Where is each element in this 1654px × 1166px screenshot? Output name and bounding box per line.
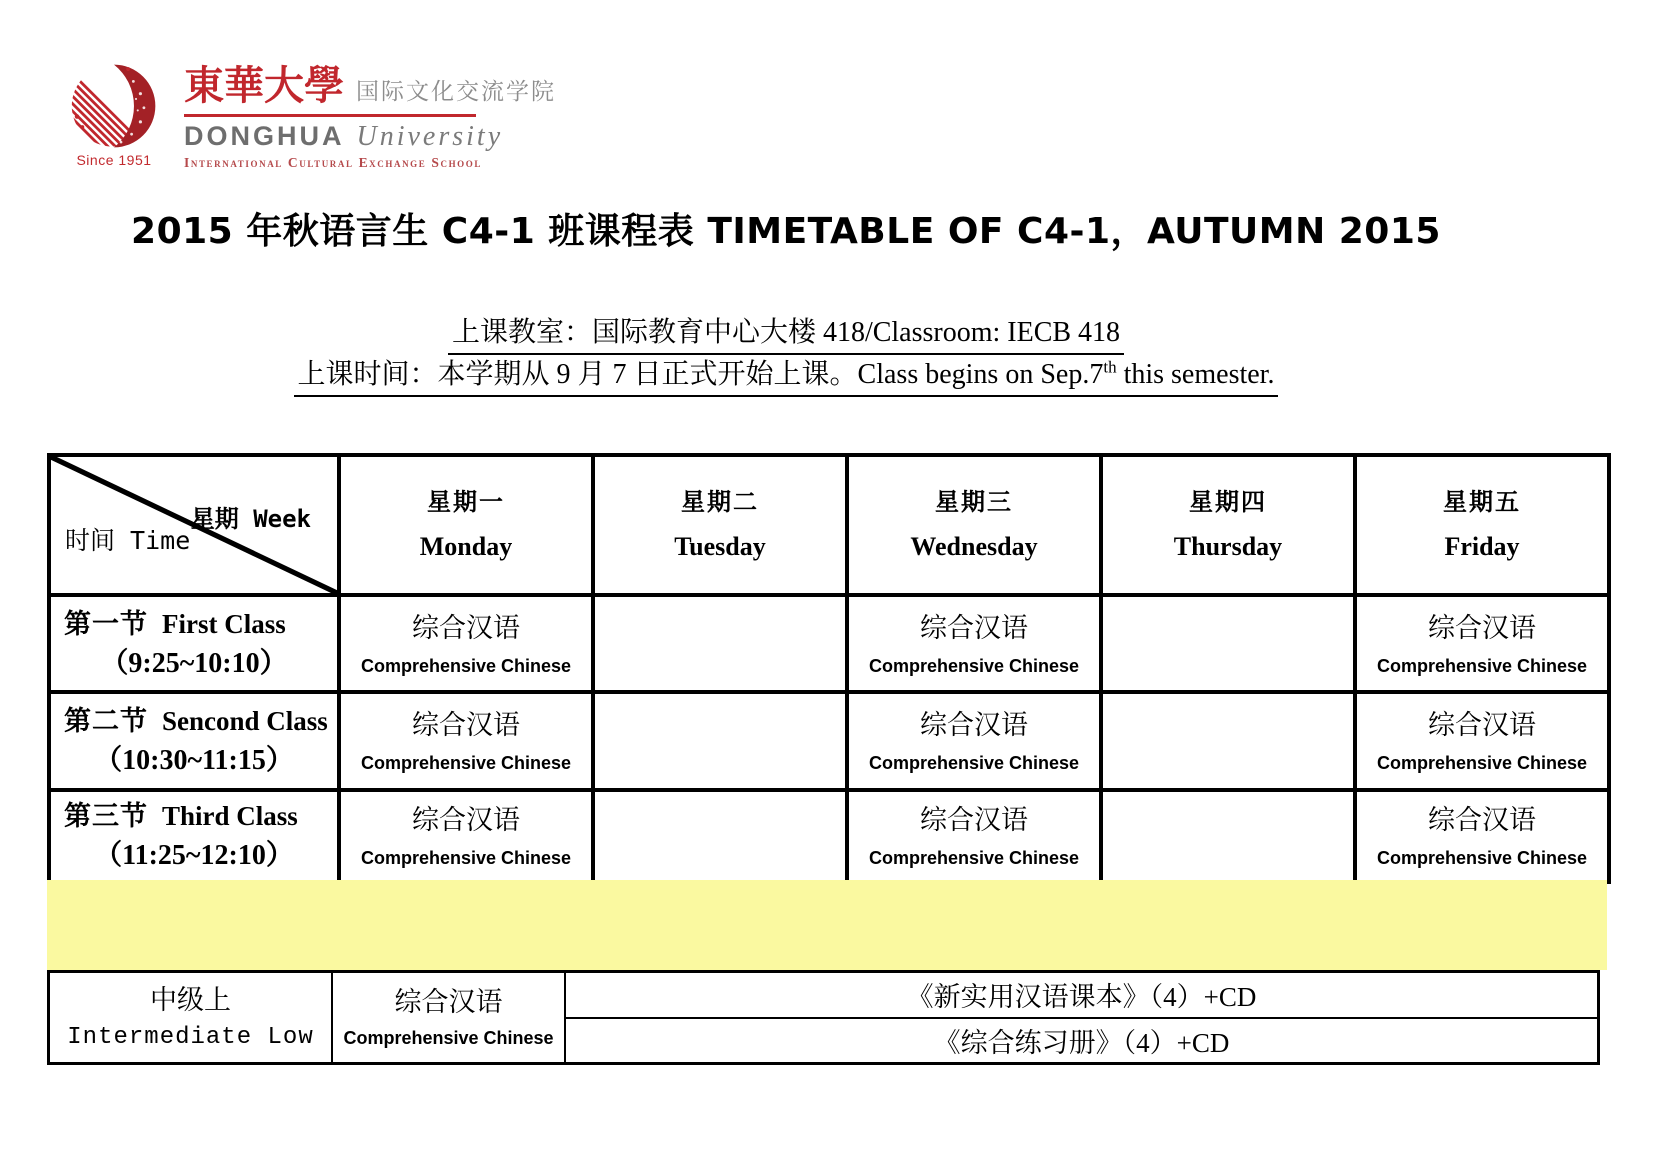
corner-time-label: 时间 Time bbox=[65, 526, 191, 555]
textbook-row-1: 《新实用汉语课本》（4）+CD bbox=[566, 973, 1597, 1019]
classroom-note-text: 上课教室：国际教育中心大楼 418/Classroom: IECB 418 bbox=[448, 310, 1124, 355]
period-cn: 第三节 bbox=[64, 801, 148, 831]
time-note bbox=[0, 352, 1572, 397]
course-cn: 综合汉语 bbox=[412, 612, 520, 643]
logo-en-school: International Cultural Exchange School bbox=[184, 155, 482, 170]
cell-monday-2 bbox=[339, 692, 593, 790]
course-en: Comprehensive Chinese bbox=[360, 655, 572, 676]
day-header-friday bbox=[1355, 455, 1609, 595]
timetable-row-first-class bbox=[49, 595, 1609, 692]
time-note-superscript: th bbox=[1103, 357, 1117, 377]
period-time: （11:25~12:10） bbox=[94, 840, 294, 871]
day-cn: 星期二 bbox=[681, 489, 759, 516]
summary-level-cell bbox=[50, 973, 333, 1062]
day-en: Monday bbox=[419, 532, 513, 561]
course-en: Comprehensive Chinese bbox=[868, 848, 1080, 868]
classroom-note bbox=[0, 310, 1572, 355]
period-label-first bbox=[49, 595, 339, 692]
page-title: 2015 年秋语言生 C4-1 班课程表 TIMETABLE OF C4-1，AUTUMN 2015 bbox=[131, 211, 1441, 252]
level-cn: 中级上 bbox=[150, 984, 231, 1015]
cell-thursday-2 bbox=[1101, 692, 1355, 790]
cell-tuesday-2 bbox=[593, 692, 847, 790]
course-en: Comprehensive Chinese bbox=[1376, 753, 1588, 773]
day-header-monday bbox=[339, 455, 593, 595]
cell-wednesday-2 bbox=[847, 692, 1101, 790]
summary-textbooks-cell bbox=[566, 973, 1597, 1062]
day-en: Tuesday bbox=[674, 532, 766, 561]
timetable-row-second-class bbox=[49, 692, 1609, 790]
cell-wednesday-3 bbox=[847, 790, 1101, 882]
donghua-sun-crescent-icon bbox=[68, 62, 160, 150]
highlight-band bbox=[47, 880, 1607, 970]
cell-friday-2 bbox=[1355, 692, 1609, 790]
course-cn: 综合汉语 bbox=[920, 710, 1028, 740]
period-label-third bbox=[49, 790, 339, 882]
corner-week-label: 星期 Week bbox=[190, 505, 311, 533]
cell-friday-1 bbox=[1355, 595, 1609, 692]
course-cn: 综合汉语 bbox=[394, 986, 503, 1017]
day-en: Friday bbox=[1444, 532, 1520, 561]
cell-monday-3 bbox=[339, 790, 593, 882]
logo-since-label: Since 1951 bbox=[76, 152, 152, 168]
course-en: Comprehensive Chinese bbox=[868, 753, 1080, 773]
logo-cn-school: 国际文化交流学院 bbox=[356, 78, 556, 104]
course-en: Comprehensive Chinese bbox=[868, 655, 1080, 676]
cell-tuesday-1 bbox=[593, 595, 847, 692]
day-cn: 星期三 bbox=[935, 489, 1013, 516]
course-en: Comprehensive Chinese bbox=[360, 848, 572, 868]
period-en: Third Class bbox=[162, 801, 298, 831]
period-en: First Class bbox=[162, 608, 286, 639]
period-en: Sencond Class bbox=[162, 706, 328, 736]
day-header-tuesday bbox=[593, 455, 847, 595]
course-en: Comprehensive Chinese bbox=[343, 1027, 554, 1048]
timetable-header-row bbox=[49, 455, 1609, 595]
course-cn: 综合汉语 bbox=[1428, 710, 1536, 740]
course-cn: 综合汉语 bbox=[920, 805, 1028, 835]
logo-en-name: DONGHUA bbox=[184, 121, 345, 151]
course-en: Comprehensive Chinese bbox=[1376, 655, 1588, 676]
cell-friday-3 bbox=[1355, 790, 1609, 882]
textbook-row-2: 《综合练习册》（4）+CD bbox=[933, 1027, 1230, 1058]
course-cn: 综合汉语 bbox=[1428, 612, 1536, 643]
course-cn: 综合汉语 bbox=[412, 805, 520, 835]
timetable-row-third-class bbox=[49, 790, 1609, 882]
cell-wednesday-1 bbox=[847, 595, 1101, 692]
time-note-tail: this semester. bbox=[1116, 359, 1275, 390]
corner-cell bbox=[49, 455, 339, 595]
course-en: Comprehensive Chinese bbox=[360, 753, 572, 773]
day-en: Thursday bbox=[1173, 532, 1283, 561]
cell-monday-1 bbox=[339, 595, 593, 692]
summary-table bbox=[47, 970, 1600, 1065]
time-note-text: 上课时间：本学期从 9 月 7 日正式开始上课。Class begins on Sep.7 bbox=[297, 359, 1104, 390]
course-cn: 综合汉语 bbox=[1428, 805, 1536, 835]
timetable bbox=[47, 453, 1611, 884]
day-cn: 星期一 bbox=[427, 489, 505, 516]
period-time: （9:25~10:10） bbox=[100, 647, 288, 679]
course-cn: 综合汉语 bbox=[412, 710, 520, 740]
period-cn: 第二节 bbox=[64, 706, 148, 736]
day-header-wednesday bbox=[847, 455, 1101, 595]
level-en: Intermediate Low bbox=[67, 1023, 314, 1051]
logo-cn-name: 東華大學 bbox=[184, 62, 344, 109]
period-time: （10:30~11:15） bbox=[94, 745, 294, 776]
cell-thursday-1 bbox=[1101, 595, 1355, 692]
course-cn: 综合汉语 bbox=[920, 612, 1028, 643]
day-en: Wednesday bbox=[910, 532, 1038, 561]
cell-thursday-3 bbox=[1101, 790, 1355, 882]
logo-en-name-italic: University bbox=[356, 121, 504, 152]
cell-tuesday-3 bbox=[593, 790, 847, 882]
logo-divider bbox=[184, 114, 476, 117]
school-logo bbox=[58, 58, 556, 171]
day-cn: 星期四 bbox=[1189, 489, 1267, 516]
summary-course-cell bbox=[333, 973, 566, 1062]
day-header-thursday bbox=[1101, 455, 1355, 595]
period-label-second bbox=[49, 692, 339, 790]
period-cn: 第一节 bbox=[64, 608, 148, 639]
course-en: Comprehensive Chinese bbox=[1376, 848, 1588, 868]
day-cn: 星期五 bbox=[1443, 489, 1521, 516]
